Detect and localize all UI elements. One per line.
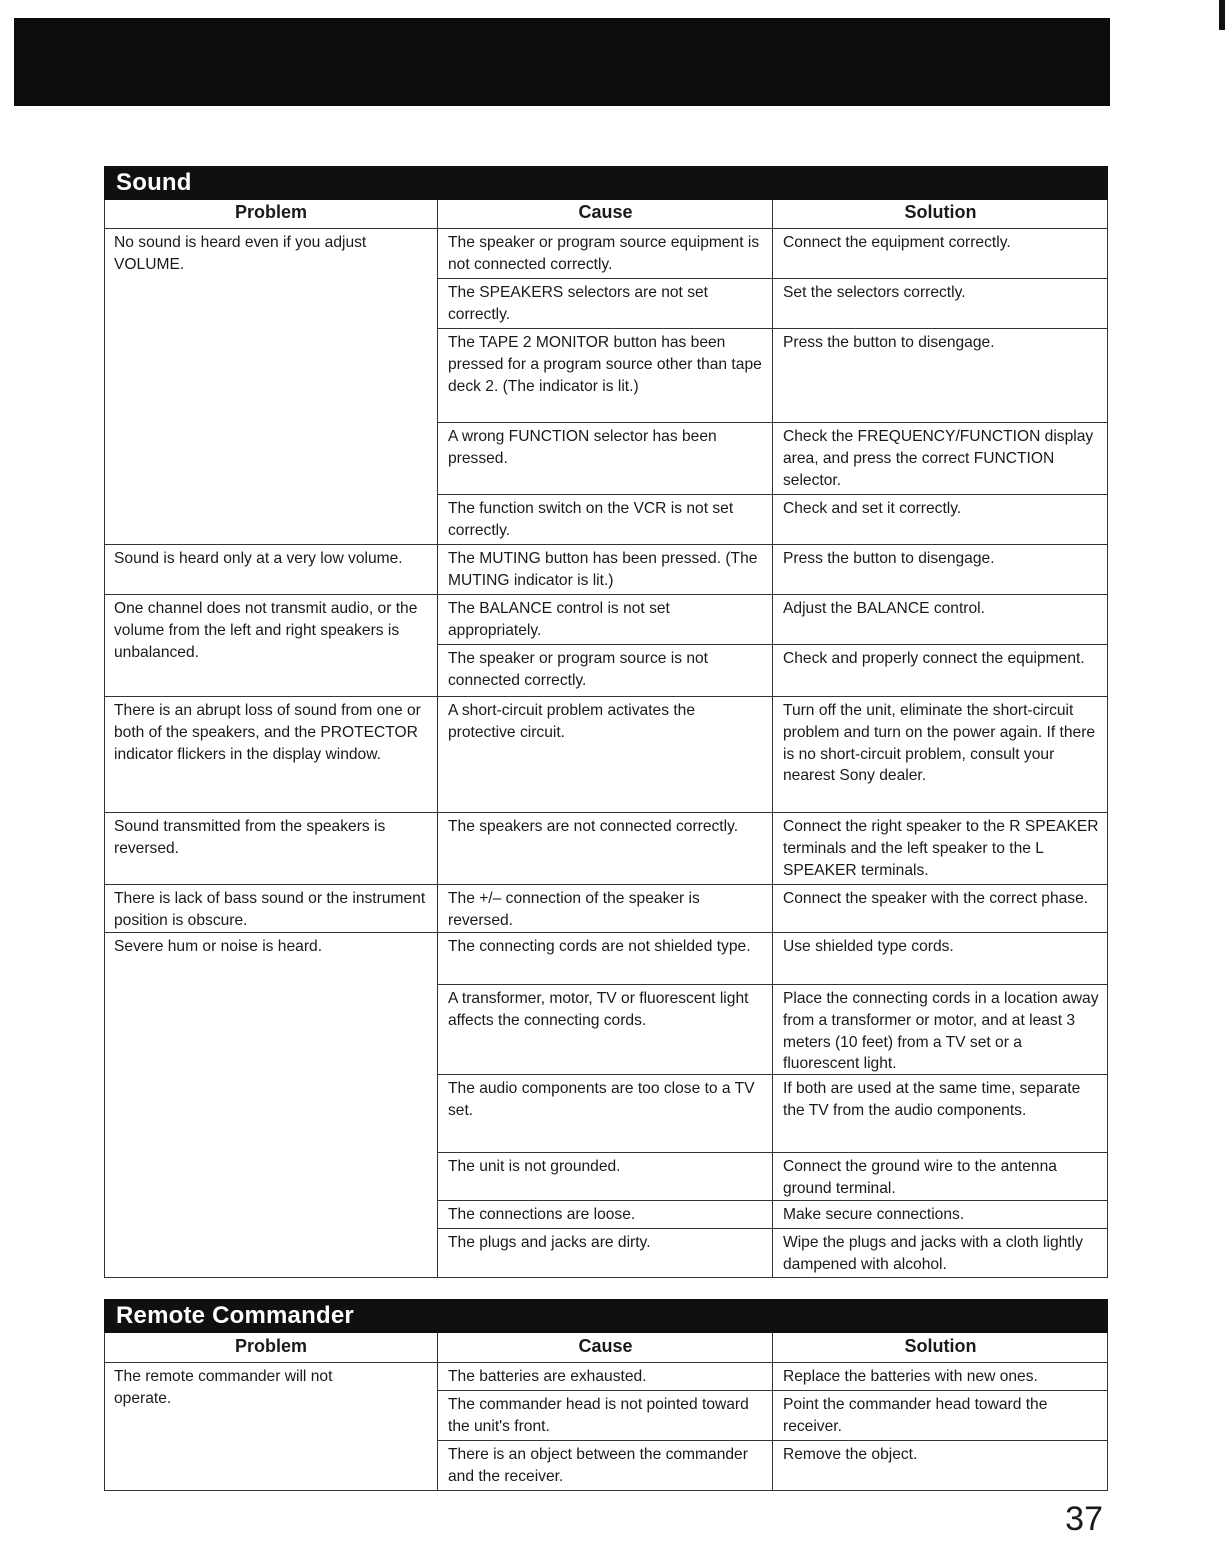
problem-cell: One channel does not transmit audio, or the volume from the left and right speakers is unbalanced.	[114, 600, 418, 661]
cause-cell: The speaker or program source equipment is not connected correctly.	[448, 234, 760, 273]
header-black-bar	[14, 18, 1110, 106]
cause-cell: The unit is not grounded.	[448, 1158, 621, 1175]
solution-cell: Connect the right speaker to the R SPEAKER terminals and the left speaker to the L SPEAKER terminals.	[783, 818, 1099, 879]
cause-cell: The MUTING button has been pressed. (The MUTING indicator is lit.)	[448, 550, 758, 589]
page-number: 37	[1065, 1500, 1103, 1538]
solution-cell: Check the FREQUENCY/FUNCTION display area, and press the correct FUNCTION selector.	[783, 428, 1094, 489]
problem-cell: Sound is heard only at a very low volume.	[114, 550, 403, 567]
remote-section	[104, 1299, 1108, 1491]
solution-cell: Replace the batteries with new ones.	[783, 1368, 1038, 1385]
cause-cell: The speakers are not connected correctly.	[448, 818, 739, 835]
cause-cell: A transformer, motor, TV or fluorescent light affects the connecting cords.	[448, 990, 749, 1029]
table-border	[104, 1333, 105, 1491]
cause-cell: The +/– connection of the speaker is reversed.	[448, 890, 700, 929]
solution-cell: Place the connecting cords in a location away from a transformer or motor, and at least 3 meters (10 feet) from a TV set or a fluorescent light.	[783, 990, 1099, 1073]
cause-cell: The TAPE 2 MONITOR button has been pressed for a program source other than tape deck 2. (The indicator is lit.)	[448, 334, 762, 395]
solution-cell: Check and properly connect the equipment.	[783, 650, 1085, 667]
remote-solution-header: Solution	[904, 1336, 977, 1356]
cause-cell: The speaker or program source is not connected correctly.	[448, 650, 709, 689]
cause-cell: The connections are loose.	[448, 1206, 636, 1223]
row-rule	[104, 1490, 1108, 1491]
remote-problem-header: Problem	[234, 1336, 308, 1356]
solution-cell: Check and set it correctly.	[783, 500, 962, 517]
solution-cell: Press the button to disengage.	[783, 550, 995, 567]
page-edge-mark	[1219, 0, 1225, 30]
solution-cell: Set the selectors correctly.	[783, 284, 966, 301]
sound-section	[104, 166, 1108, 1278]
remote-cause-header: Cause	[578, 1336, 633, 1356]
problem-cell: The remote commander will not operate.	[114, 1368, 333, 1407]
cause-cell: There is an object between the commander and the receiver.	[448, 1446, 748, 1485]
solution-cell: Press the button to disengage.	[783, 334, 995, 351]
sound-section-title: Sound	[104, 166, 1108, 200]
solution-cell: Connect the speaker with the correct phase.	[783, 890, 1089, 907]
cause-cell: The plugs and jacks are dirty.	[448, 1234, 651, 1251]
solution-cell: Connect the equipment correctly.	[783, 234, 1011, 251]
solution-cell: Make secure connections.	[783, 1206, 965, 1223]
solution-cell: Adjust the BALANCE control.	[783, 600, 985, 617]
solution-cell: Connect the ground wire to the antenna ground terminal.	[783, 1158, 1057, 1197]
sound-problem-header: Problem	[234, 202, 308, 222]
problem-cell: Sound transmitted from the speakers is reversed.	[114, 818, 386, 857]
solution-cell: If both are used at the same time, separate the TV from the audio components.	[783, 1080, 1081, 1119]
cause-cell: The function switch on the VCR is not set correctly.	[448, 500, 734, 539]
problem-cell: Severe hum or noise is heard.	[114, 938, 323, 955]
cause-cell: The audio components are too close to a TV set.	[448, 1080, 755, 1119]
solution-cell: Wipe the plugs and jacks with a cloth lightly dampened with alcohol.	[783, 1234, 1083, 1273]
sound-solution-header: Solution	[904, 202, 977, 222]
cause-cell: The connecting cords are not shielded type.	[448, 938, 751, 955]
problem-cell: There is an abrupt loss of sound from one or both of the speakers, and the PROTECTOR indicator flickers in the display window.	[114, 702, 421, 763]
solution-cell: Turn off the unit, eliminate the short-circuit problem and turn on the power again. If there is no short-circuit problem, consult your nearest Sony dealer.	[783, 702, 1096, 785]
problem-cell: There is lack of bass sound or the instrument position is obscure.	[114, 890, 426, 929]
cause-cell: A wrong FUNCTION selector has been pressed.	[448, 428, 717, 467]
problem-cell: No sound is heard even if you adjust VOLUME.	[114, 234, 367, 273]
remote-section-title: Remote Commander	[104, 1299, 1108, 1333]
cause-cell: The commander head is not pointed toward the unit's front.	[448, 1396, 749, 1435]
cause-cell: The batteries are exhausted.	[448, 1368, 647, 1385]
cause-cell: The BALANCE control is not set appropriately.	[448, 600, 670, 639]
cause-cell: The SPEAKERS selectors are not set correctly.	[448, 284, 709, 323]
solution-cell: Use shielded type cords.	[783, 938, 954, 955]
sound-cause-header: Cause	[578, 202, 633, 222]
solution-cell: Remove the object.	[783, 1446, 918, 1463]
row-rule	[104, 1277, 1108, 1278]
solution-cell: Point the commander head toward the receiver.	[783, 1396, 1048, 1435]
cause-cell: A short-circuit problem activates the protective circuit.	[448, 702, 696, 741]
